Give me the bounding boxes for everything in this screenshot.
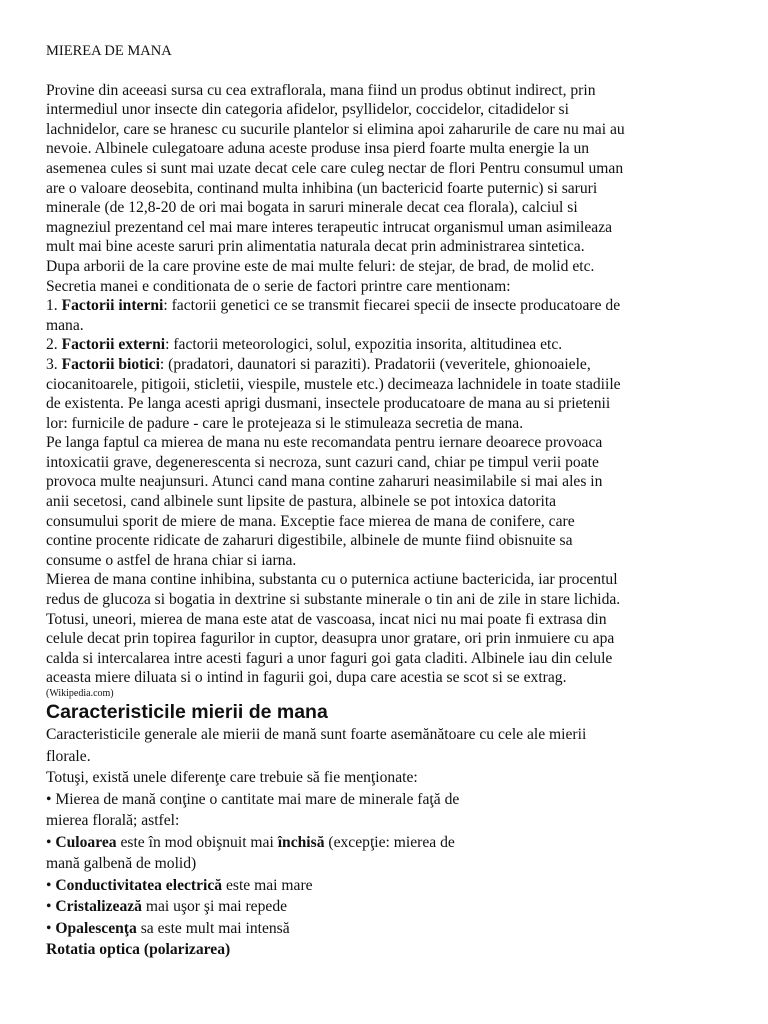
text-line: celule decat prin topirea fagurilor in cuptor, deasupra unor gratare, ori prin inmuiere cu apa [46, 630, 615, 648]
bold-term: închisă [277, 833, 325, 851]
factor-item [46, 296, 726, 316]
text-line: asemenea cules si sunt mai uzate decat cele care culeg nectar de flori Pentru consumul uman [46, 159, 624, 177]
factor-name: Factorii interni [61, 297, 164, 315]
text-line: redus de glucoza si bogatia in dextrine si substante minerale o tin ani de zile in stare lichida. [46, 591, 621, 609]
text-line: Totuşi, există unele diferenţe care trebuie să fie menţionate: [46, 769, 418, 786]
text-line: mana. [46, 316, 84, 334]
factor-name: Factorii biotici [61, 355, 160, 373]
bold-term: Cristalizează [55, 898, 142, 915]
text-line: Dupa arborii de la care provine este de mai multe feluri: de stejar, de brad, de molid etc. [46, 257, 595, 275]
bullet-text: mai uşor şi mai repede [141, 898, 288, 915]
text-line: mult mai bine aceste saruri prin alimentatia naturala decat prin administrarea sintetica. [46, 238, 585, 256]
body-paragraphs [46, 433, 726, 688]
text-line: aceasta miere diluata si o intind in fagurii goi, dupa care acestia se scot si se extrag. [46, 669, 567, 687]
bold-term: Conductivitatea electrică [55, 876, 223, 894]
text-line: Caracteristicile generale ale mierii de mană sunt foarte asemănătoare cu cele ale mierii [46, 726, 587, 743]
factors-list [46, 296, 726, 433]
bullet-text: este mai mare [222, 876, 313, 894]
bold-term: Culoarea [55, 833, 117, 851]
factor-name: Factorii externi [61, 336, 166, 354]
text-line: consume o astfel de hrana chiar si iarna. [46, 551, 297, 569]
bullet-item [46, 832, 726, 854]
text-line: intermediul unor insecte din categoria afidelor, psyllidelor, coccidelor, citadidelor si [46, 101, 569, 119]
bullet-text: este în mod obişnuit mai [116, 833, 278, 851]
text-line [46, 939, 726, 961]
bullet-item [46, 918, 726, 940]
text-line: Totusi, uneori, mierea de mana este atat de vascoasa, incat nici nu mai poate fi extrasa din [46, 610, 607, 628]
text-line: minerale (de 12,8-20 de ori mai bogata in saruri minerale decat cea florala), calciul si [46, 199, 578, 217]
factor-item [46, 355, 726, 375]
text-line: mierea florală; astfel: [46, 812, 180, 829]
text-line: Pe langa faptul ca mierea de mana nu este recomandata pentru iernare deoarece provoaca [46, 434, 603, 452]
bullet-item [46, 896, 726, 918]
text-line: contine procente ridicate de zaharuri digestibile, albinele de munte fiind obisnuite sa [46, 532, 573, 550]
factor-number: 1. [46, 297, 58, 315]
text-line: de existenta. Pe langa acesti aprigi dusmani, insectele producatoare de mana au si prietenii [46, 395, 611, 413]
bold-term: Opalescenţa [55, 919, 137, 937]
text-line: magneziul prezentand cel mai mare interes terapeutic intrucat organismul uman asimileaza [46, 218, 613, 236]
factor-number: 2. [46, 336, 58, 354]
factor-number: 3. [46, 355, 58, 373]
text-line: Mierea de mana contine inhibina, substanta cu o puternica actiune bactericida, iar procentul [46, 571, 618, 589]
text-line: anii secetosi, cand albinele sunt lipsite de pastura, albinele se pot intoxica datorita [46, 493, 557, 511]
bullet-mark: • [46, 876, 56, 894]
text-line: are o valoare deosebita, continand multa inhibina (un bactericid foarte puternic) si saruri [46, 179, 598, 197]
factor-text: : (pradatori, daunatori si paraziti). Pradatorii (veveritele, ghionoaiele, [159, 355, 591, 373]
bullet-mark: • [46, 833, 56, 851]
document-title: MIEREA DE MANA [46, 43, 172, 59]
text-line: ciocanitoarele, pitigoii, sticletii, viespile, mustele etc.) decimeaza lachnidele in toate stadiile [46, 375, 621, 393]
bullet-text: sa este mult mai intensă [136, 919, 290, 937]
bold-term: Rotatia optica (polarizarea) [46, 941, 231, 958]
text-line: consumului sporit de miere de mana. Exceptie face mierea de mana de conifere, care [46, 512, 575, 530]
text-line: mană galbenă de molid) [46, 855, 197, 872]
text-line: lor: furnicile de padure - care le protejeaza si le stimuleaza secretia de mana. [46, 414, 524, 432]
intro-paragraph [46, 81, 726, 297]
factor-text: : factorii genetici ce se transmit fiecarei specii de insecte producatoare de [163, 297, 621, 315]
text-line: Secretia manei e conditionata de o serie de factori printre care mentionam: [46, 277, 511, 295]
text-line: Provine din aceeasi sursa cu cea extraflorala, mana fiind un produs obtinut indirect, prin [46, 81, 596, 99]
text-line: intoxicatii grave, degenerescenta si necroza, sunt cazuri cand, chiar pe timpul verii poate [46, 453, 599, 471]
text-line: provoca multe neajunsuri. Atunci cand mana contine zaharuri neasimilabile si mai ales in [46, 473, 603, 491]
factor-item [46, 335, 726, 355]
bullet-text: (excepţie: mierea de [324, 833, 455, 851]
text-line: lachnidelor, care se hranesc cu sucurile plantelor si elimina apoi zaharurile de care nu mai au [46, 120, 625, 138]
bullet-mark: • [46, 898, 56, 915]
source-citation: (Wikipedia.com) [46, 688, 114, 699]
document-page [46, 42, 726, 961]
bullet-item: • Mierea de mană conţine o cantitate mai mare de minerale faţă de [46, 790, 460, 808]
characteristics-section [46, 724, 726, 961]
text-line: florale. [46, 747, 91, 765]
section-heading: Caracteristicile mierii de mana [46, 701, 328, 723]
factor-text: : factorii meteorologici, solul, expozitia insorita, altitudinea etc. [165, 336, 563, 354]
bullet-item [46, 875, 726, 897]
text-line: nevoie. Albinele culegatoare aduna aceste produse insa pierd foarte multa energie la un [46, 140, 590, 158]
text-line: calda si intercalarea intre acesti faguri a unor faguri goi gata claditi. Albinele iau din celule [46, 649, 613, 667]
bullet-mark: • [46, 919, 56, 937]
